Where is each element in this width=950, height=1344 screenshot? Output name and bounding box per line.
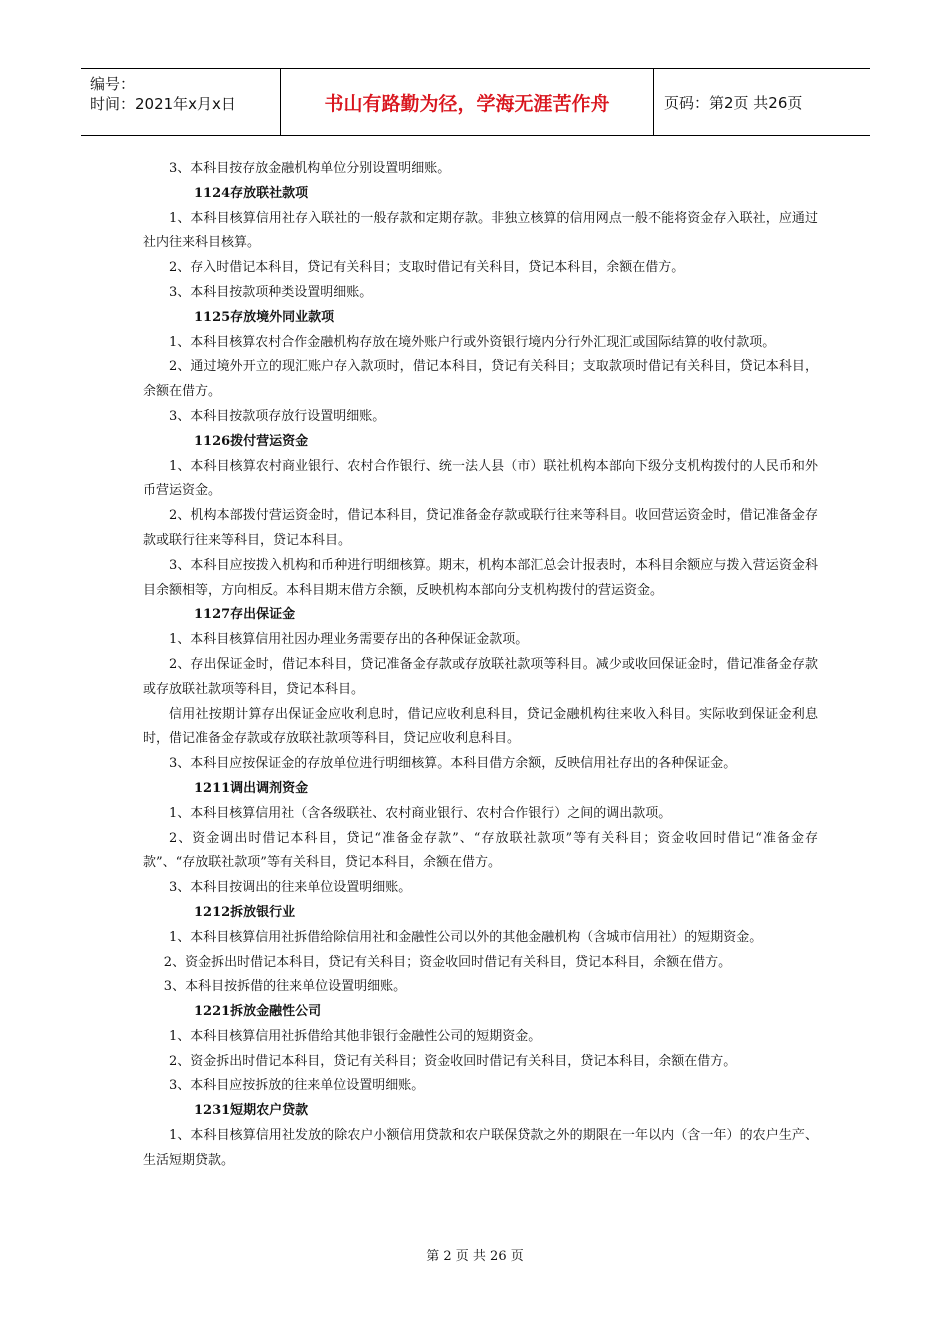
paragraph: 1、本科目核算信用社存入联社的一般存款和定期存款。非独立核算的信用网点一般不能将资金存入联社，应通过社内往来科目核算。 (143, 210, 818, 251)
section-heading: 1211调出调剂资金 (194, 780, 309, 796)
paragraph: 2、存入时借记本科目，贷记有关科目；支取时借记有关科目，贷记本科目，余额在借方。 (169, 260, 685, 276)
section-heading: 1125存放境外同业款项 (194, 309, 335, 325)
paragraph: 1、本科目核算信用社因办理业务需要存出的各种保证金款项。 (169, 632, 529, 648)
paragraph: 2、资金拆出时借记本科目，贷记有关科目；资金收回时借记有关科目，贷记本科目，余额在借方。 (163, 954, 732, 970)
paragraph: 2、资金拆出时借记本科目，贷记有关科目；资金收回时借记有关科目，贷记本科目，余额在借方。 (169, 1053, 737, 1069)
paragraph: 3、本科目应按拆放的往来单位设置明细账。 (169, 1078, 425, 1094)
paragraph: 3、本科目应按拨入机构和币种进行明细核算。期末，机构本部汇总会计报表时，本科目余额应与拨入营运资金科目余额相等，方向相反。本科目期末借方余额，反映机构本部向分支机构拨付的营运资金。 (143, 557, 818, 598)
section-heading: 1221拆放金融性公司 (194, 1004, 322, 1020)
paragraph: 1、本科目核算信用社拆借给其他非银行金融性公司的短期资金。 (169, 1028, 542, 1044)
paragraph: 3、本科目按拆借的往来单位设置明细账。 (163, 979, 407, 995)
header-info-cell (81, 69, 281, 135)
section-heading: 1231短期农户贷款 (194, 1103, 309, 1119)
paragraph: 1、本科目核算农村合作金融机构存放在境外账户行或外资银行境内分行外汇现汇或国际结算的收付款项。 (169, 334, 776, 350)
page-number-label: 页码：第2页 共26页 (664, 93, 803, 112)
paragraph: 3、本科目按款项存放行设置明细账。 (169, 408, 386, 424)
paragraph: 信用社按期计算存出保证金应收利息时，借记应收利息科目，贷记金融机构往来收入科目。实际收到保证金利息时，借记准备金存款或存放联社款项等科目，贷记应收利息科目。 (143, 706, 818, 747)
paragraph: 1、本科目核算农村商业银行、农村合作银行、统一法人县（市）联社机构本部向下级分支机构拨付的人民币和外币营运资金。 (143, 458, 818, 499)
section-heading: 1126拨付营运资金 (194, 433, 309, 449)
time-label: 时间：2021年x月x日 (90, 95, 236, 113)
paragraph: 1、本科目核算信用社发放的除农户小额信用贷款和农户联保贷款之外的期限在一年以内（含一年）的农户生产、生活短期贷款。 (143, 1128, 818, 1168)
paragraph: 3、本科目按调出的往来单位设置明细账。 (169, 880, 412, 896)
page-header (81, 68, 870, 136)
paragraph: 2、机构本部拨付营运资金时，借记本科目，贷记准备金存款或联行往来等科目。收回营运资金时，借记准备金存款或联行往来等科目，贷记本科目。 (143, 508, 818, 548)
paragraph: 3、本科目按存放金融机构单位分别设置明细账。 (169, 161, 451, 176)
paragraph: 2、资金调出时借记本科目，贷记“准备金存款”、“存放联社款项”等有关科目；资金收回时借记“准备金存款”、“存放联社款项”等有关科目，贷记本科目，余额在借方。 (143, 830, 818, 871)
paragraph: 3、本科目应按保证金的存放单位进行明细核算。本科目借方余额，反映信用社存出的各种保证金。 (169, 756, 737, 772)
page-footer: 第 2 页 共 26 页 (426, 1249, 524, 1264)
paragraph: 1、本科目核算信用社（含各级联社、农村商业银行、农村合作银行）之间的调出款项。 (169, 805, 672, 821)
section-heading: 1124存放联社款项 (194, 185, 309, 201)
code-label: 编号： (90, 75, 136, 93)
paragraph: 1、本科目核算信用社拆借给除信用社和金融性公司以外的其他金融机构（含城市信用社）的短期资金。 (169, 929, 763, 945)
paragraph: 2、存出保证金时，借记本科目，贷记准备金存款或存放联社款项等科目。减少或收回保证金时，借记准备金存款或存放联社款项等科目，贷记本科目。 (143, 656, 818, 697)
paragraph: 3、本科目按款项种类设置明细账。 (169, 284, 373, 300)
paragraph: 2、通过境外开立的现汇账户存入款项时，借记本科目，贷记有关科目；支取款项时借记有关科目，贷记本科目，余额在借方。 (143, 359, 818, 400)
motto: 书山有路勤为径，学海无涯苦作舟 (281, 69, 654, 135)
section-heading: 1212拆放银行业 (194, 904, 296, 920)
document-body (143, 157, 818, 1174)
section-heading: 1127存出保证金 (194, 607, 296, 623)
